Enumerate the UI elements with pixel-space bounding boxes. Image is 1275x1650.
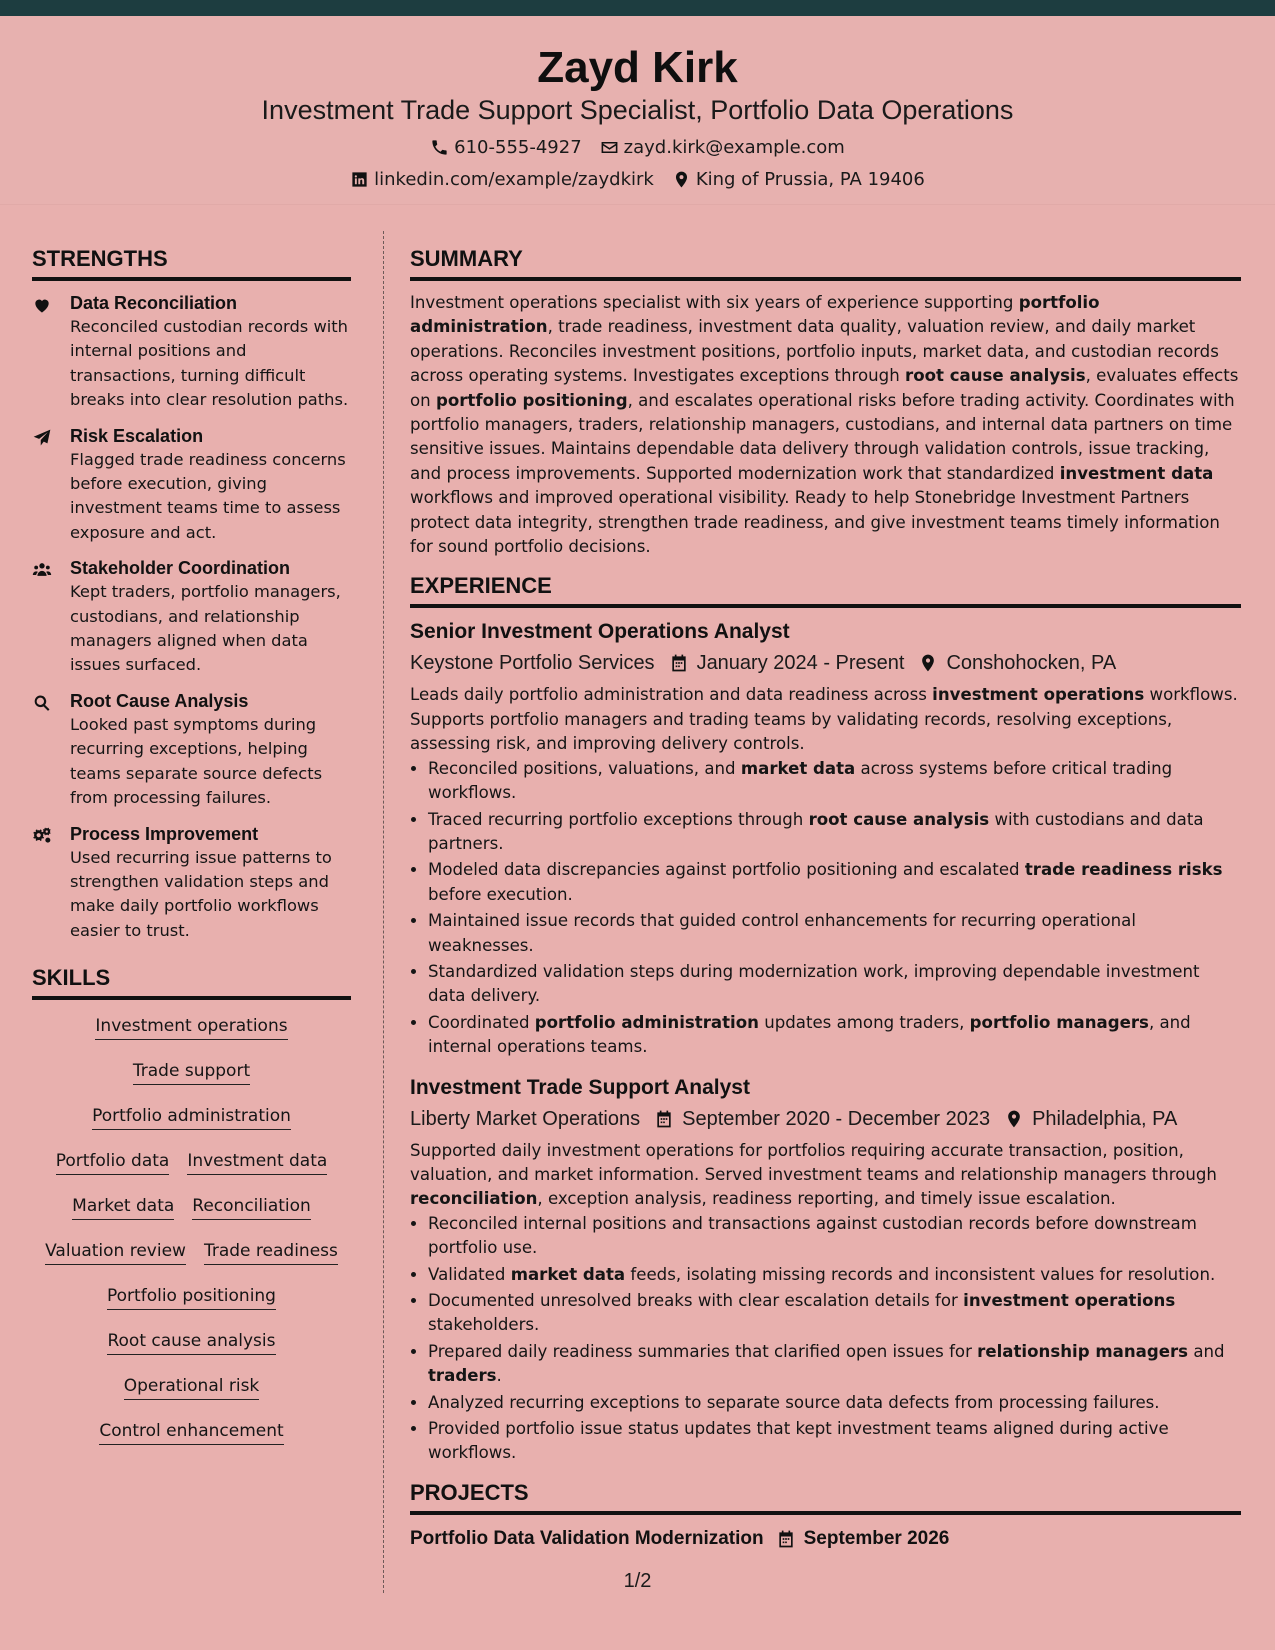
projects-list: [410, 1525, 1241, 1553]
text-segment: Maintained issue records that guided control enhancements for recurring operational weaknesses.: [428, 911, 1136, 955]
strength-text: [70, 822, 351, 944]
linkedin-icon: [350, 170, 369, 189]
text-segment: , evaluates effects on: [410, 366, 1239, 410]
emphasized-text: root cause analysis: [808, 809, 990, 829]
location-text: King of Prussia, PA 19406: [695, 168, 925, 190]
users-icon: [32, 560, 52, 580]
strength-description: Looked past symptoms during recurring exceptions, helping teams separate source defects from processing failures.: [70, 714, 323, 808]
strength-description: Flagged trade readiness concerns before execution, giving investment teams time to assess exposure and act.: [70, 449, 346, 542]
skill-tag: Portfolio positioning: [107, 1284, 276, 1310]
strength-item: [32, 556, 351, 678]
text-segment: Reconciled positions, valuations, and: [428, 758, 741, 778]
email-address[interactable]: zayd.kirk@example.com: [623, 136, 845, 158]
job-dates: September 2020 - December 2023: [682, 1107, 991, 1130]
strength-name: Stakeholder Coordination: [70, 558, 291, 579]
job-bullet: [428, 757, 1241, 806]
email-contact: [600, 137, 845, 158]
job-bullet: [428, 1263, 1241, 1287]
text-segment: Supported daily investment operations for portfolios requiring accurate transaction, position, valuation, and market information. Served investment teams and relationship managers through: [410, 1140, 1217, 1184]
skill-tag: Valuation review: [45, 1239, 186, 1265]
emphasized-text: investment operations: [932, 685, 1145, 705]
job-intro: [410, 683, 1241, 756]
summary-text: [410, 291, 1241, 559]
emphasized-text: investment data: [1059, 463, 1214, 483]
strength-text: [70, 556, 351, 678]
text-segment: , trade readiness, investment data quality, valuation review, and daily market operations. Reconciles investment positions, portfolio inputs, market data, and custodian records across operating systems. Investigates exceptions through: [410, 317, 1219, 386]
strength-icon-wrap: [32, 291, 70, 413]
skill-tag: Portfolio data: [56, 1149, 170, 1175]
text-segment: Modeled data discrepancies against portfolio positioning and escalated: [428, 860, 1025, 880]
job-company: Liberty Market Operations: [410, 1107, 641, 1130]
job-bullet: [428, 1391, 1241, 1415]
job-bullets: [410, 1212, 1241, 1466]
strength-description: Used recurring issue patterns to strengthen validation steps and make daily portfolio workflows easier to trust.: [70, 847, 332, 940]
strength-icon-wrap: [32, 556, 70, 678]
job-bullet: [428, 960, 1241, 1009]
gears-icon: [32, 826, 52, 846]
page-number: 1/2: [623, 1570, 652, 1592]
map-marker-icon: [1004, 1109, 1024, 1129]
emphasized-text: portfolio positioning: [435, 390, 628, 410]
text-segment: Validated: [428, 1264, 511, 1284]
candidate-name: Zayd Kirk: [537, 43, 738, 92]
linkedin-contact: [350, 169, 654, 190]
emphasized-text: investment operations: [963, 1291, 1176, 1310]
calendar-icon: [669, 653, 689, 673]
strength-icon-wrap: [32, 822, 70, 944]
emphasized-text: traders: [428, 1366, 497, 1386]
text-segment: across systems before critical trading workflows.: [428, 758, 1173, 803]
emphasized-text: portfolio administration: [410, 293, 1100, 337]
resume-header: [0, 16, 1275, 205]
skill-tag: Control enhancement: [99, 1419, 283, 1445]
phone-icon: [430, 138, 449, 157]
skill-tag: Reconciliation: [192, 1194, 311, 1220]
job-bullet: [428, 909, 1241, 958]
text-segment: Provided portfolio issue status updates that kept investment teams aligned during active workflows.: [428, 1419, 1169, 1463]
right-column: [410, 246, 1241, 1553]
location-contact: [672, 169, 925, 190]
text-segment: Coordinated: [428, 1012, 535, 1032]
paper-plane-icon: [32, 428, 52, 448]
skill-tag: Operational risk: [124, 1374, 260, 1400]
skill-tag: Trade readiness: [204, 1239, 338, 1265]
calendar-icon: [776, 1529, 796, 1549]
phone-number: 610-555-4927: [454, 136, 582, 158]
experience-heading: EXPERIENCE: [410, 573, 1241, 608]
job-entry: [410, 618, 1241, 1059]
strength-name: Root Cause Analysis: [70, 690, 249, 711]
text-segment: Investment operations specialist with six years of experience supporting: [410, 293, 1019, 312]
job-bullet: [428, 858, 1241, 907]
column-divider: [383, 231, 384, 1593]
project-item: [410, 1525, 1241, 1553]
text-segment: updates among traders,: [758, 1012, 970, 1032]
job-bullet: [428, 1212, 1241, 1261]
search-icon: [32, 693, 52, 713]
text-segment: , and escalates operational risks before trading activity. Coordinates with portfolio managers, traders, relationship managers, custodians, and internal data partners on time sensitive issues. Maintains dependable data delivery through validation controls, issue tracking, and process improvements. Supported modernization work that standardized: [410, 390, 1235, 483]
text-segment: before execution.: [428, 884, 573, 904]
job-meta: [410, 648, 1241, 678]
strength-item: [32, 291, 351, 413]
strength-description: Kept traders, portfolio managers, custodians, and relationship managers aligned when data issues surfaced.: [70, 582, 341, 675]
skill-tag: Investment data: [187, 1149, 327, 1175]
text-segment: workflows. Supports portfolio managers and trading teams by validating records, resolving exceptions, assessing risk, and improving delivery controls.: [410, 685, 1238, 754]
emphasized-text: portfolio managers: [969, 1012, 1149, 1032]
emphasized-text: reconciliation: [410, 1189, 538, 1209]
text-segment: .: [496, 1366, 502, 1386]
linkedin-url[interactable]: linkedin.com/example/zaydkirk: [374, 168, 654, 190]
job-bullet: [428, 1011, 1241, 1060]
job-title: Investment Trade Support Analyst: [410, 1075, 750, 1099]
job-bullets: [410, 757, 1241, 1060]
contact-row-primary: [0, 134, 1275, 160]
strength-name: Process Improvement: [70, 823, 259, 844]
text-segment: and: [1188, 1341, 1225, 1361]
text-segment: , exception analysis, readiness reporting, and timely issue escalation.: [537, 1189, 1116, 1209]
text-segment: Prepared daily readiness summaries that clarified open issues for: [428, 1341, 978, 1361]
text-segment: feeds, isolating missing records and inconsistent values for resolution.: [625, 1264, 1216, 1284]
strength-name: Data Reconciliation: [70, 293, 238, 313]
text-segment: stakeholders.: [428, 1315, 540, 1335]
skills-list: [32, 1010, 351, 1464]
heart-icon: [32, 295, 52, 315]
skill-tag: Investment operations: [95, 1014, 287, 1040]
strength-item: [32, 822, 351, 944]
text-segment: Documented unresolved breaks with clear escalation details for: [428, 1291, 964, 1310]
job-bullet: [428, 808, 1241, 857]
job-entry: [410, 1074, 1241, 1466]
job-bullet: [428, 1289, 1241, 1338]
job-company: Keystone Portfolio Services: [410, 652, 655, 675]
job-title: Senior Investment Operations Analyst: [410, 620, 790, 644]
job-dates: January 2024 - Present: [696, 652, 905, 675]
strength-icon-wrap: [32, 424, 70, 546]
strength-item: [32, 424, 351, 546]
strength-description: Reconciled custodian records with internal positions and transactions, turning difficult breaks into clear resolution paths.: [70, 317, 349, 410]
strengths-heading: STRENGTHS: [32, 246, 351, 281]
skills-heading: SKILLS: [32, 965, 351, 1000]
strength-text: [70, 424, 351, 546]
skill-tag: Portfolio administration: [92, 1104, 291, 1130]
strength-name: Risk Escalation: [70, 425, 204, 446]
strength-icon-wrap: [32, 689, 70, 811]
job-bullet: [428, 1340, 1241, 1389]
emphasized-text: market data: [510, 1264, 626, 1284]
phone-contact: [430, 137, 582, 158]
emphasized-text: market data: [740, 758, 856, 778]
job-intro: [410, 1139, 1241, 1212]
strength-text: [70, 689, 351, 811]
left-column: [32, 246, 351, 1464]
top-accent-bar: [0, 0, 1275, 16]
text-segment: Traced recurring portfolio exceptions through: [428, 809, 809, 829]
strengths-list: [32, 291, 351, 943]
text-segment: with custodians and data partners.: [428, 809, 1204, 853]
text-segment: workflows and improved operational visibility. Ready to help Stonebridge Investment Partners protect data integrity, strengthen trade readiness, and give investment teams timely information for sound portfolio decisions.: [410, 488, 1220, 557]
strength-text: [70, 291, 351, 413]
map-marker-icon: [918, 653, 938, 673]
text-segment: Analyzed recurring exceptions to separate source data defects from processing failures.: [428, 1392, 1160, 1412]
projects-heading: PROJECTS: [410, 1480, 1241, 1515]
text-segment: Reconciled internal positions and transactions against custodian records before downstream portfolio use.: [428, 1213, 1197, 1258]
candidate-title: Investment Trade Support Specialist, Portfolio Data Operations: [261, 95, 1014, 125]
skill-tag: Root cause analysis: [107, 1329, 275, 1355]
project-name: Portfolio Data Validation Modernization: [410, 1527, 764, 1549]
job-bullet: [428, 1417, 1241, 1466]
summary-heading: SUMMARY: [410, 246, 1241, 281]
contact-row-secondary: [0, 166, 1275, 192]
emphasized-text: portfolio administration: [534, 1012, 759, 1032]
job-location: Philadelphia, PA: [1032, 1107, 1178, 1130]
calendar-icon: [654, 1109, 674, 1129]
job-meta: [410, 1104, 1241, 1134]
text-segment: , and internal operations teams.: [428, 1012, 1191, 1057]
emphasized-text: root cause analysis: [905, 366, 1086, 386]
skill-tag: Market data: [72, 1194, 174, 1220]
envelope-icon: [600, 138, 619, 157]
map-marker-icon: [672, 170, 691, 189]
emphasized-text: relationship managers: [977, 1341, 1189, 1361]
experience-list: [410, 618, 1241, 1465]
job-location: Conshohocken, PA: [946, 652, 1117, 675]
text-segment: Leads daily portfolio administration and data readiness across: [410, 685, 933, 705]
strength-item: [32, 689, 351, 811]
skill-tag: Trade support: [133, 1059, 250, 1085]
emphasized-text: trade readiness risks: [1024, 860, 1223, 880]
text-segment: Standardized validation steps during modernization work, improving dependable investment data delivery.: [428, 961, 1200, 1006]
project-date: September 2026: [803, 1527, 950, 1549]
